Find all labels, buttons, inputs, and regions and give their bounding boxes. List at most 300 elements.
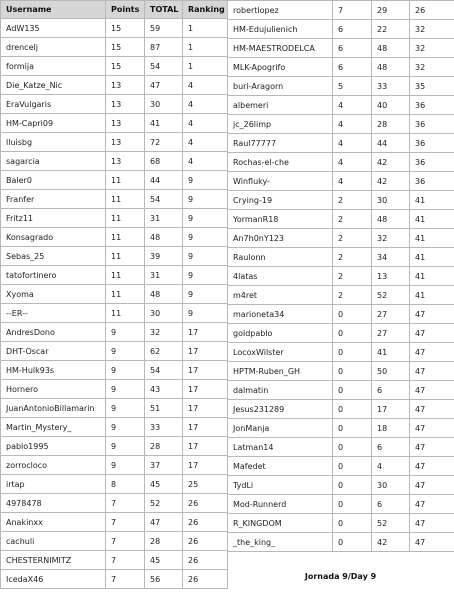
total-cell: 28 xyxy=(145,437,183,456)
total-cell: 33 xyxy=(145,418,183,437)
total-cell: 30 xyxy=(145,95,183,114)
ranking-cell: 26 xyxy=(183,513,228,532)
table-row xyxy=(228,438,454,457)
ranking-cell: 35 xyxy=(410,77,454,96)
total-cell: 41 xyxy=(145,114,183,133)
ranking-cell: 41 xyxy=(410,210,454,229)
table-row xyxy=(1,570,228,589)
table-row xyxy=(1,304,228,323)
username-cell: formija xyxy=(1,57,106,76)
total-cell: 62 xyxy=(145,342,183,361)
points-cell: 15 xyxy=(106,57,145,76)
username-cell: Rochas-el-che xyxy=(228,153,333,172)
total-cell: 52 xyxy=(372,286,410,305)
table-row xyxy=(228,324,454,343)
points-cell: 9 xyxy=(106,380,145,399)
ranking-cell: 26 xyxy=(183,532,228,551)
table-row xyxy=(228,134,454,153)
ranking-cell: 4 xyxy=(183,152,228,171)
points-cell: 6 xyxy=(333,39,372,58)
username-cell: drencelj xyxy=(1,38,106,57)
ranking-cell: 1 xyxy=(183,57,228,76)
total-cell: 45 xyxy=(145,475,183,494)
ranking-cell: 1 xyxy=(183,19,228,38)
table-row xyxy=(1,494,228,513)
total-cell: 68 xyxy=(145,152,183,171)
ranking-cell: 26 xyxy=(183,494,228,513)
standings-table-left xyxy=(0,0,228,589)
username-cell: HM-MAESTRODELCA xyxy=(228,39,333,58)
ranking-cell: 1 xyxy=(183,38,228,57)
ranking-cell: 4 xyxy=(183,133,228,152)
total-cell: 44 xyxy=(145,171,183,190)
ranking-cell: 47 xyxy=(410,400,454,419)
ranking-cell: 47 xyxy=(410,457,454,476)
table-row xyxy=(1,209,228,228)
ranking-cell: 4 xyxy=(183,114,228,133)
table-row xyxy=(1,361,228,380)
total-cell: 48 xyxy=(372,39,410,58)
total-cell: 44 xyxy=(372,134,410,153)
table-row xyxy=(1,190,228,209)
points-cell: 5 xyxy=(333,77,372,96)
username-cell: Die_Katze_Nic xyxy=(1,76,106,95)
ranking-cell: 9 xyxy=(183,190,228,209)
total-cell: 51 xyxy=(145,399,183,418)
table-row xyxy=(1,95,228,114)
total-cell: 27 xyxy=(372,324,410,343)
table-row xyxy=(228,210,454,229)
standings-table-right xyxy=(227,0,454,552)
points-cell: 2 xyxy=(333,210,372,229)
username-cell: Fritz11 xyxy=(1,209,106,228)
table-row xyxy=(228,115,454,134)
total-cell: 28 xyxy=(145,532,183,551)
total-cell: 13 xyxy=(372,267,410,286)
points-cell: 9 xyxy=(106,418,145,437)
username-cell: Hornero xyxy=(1,380,106,399)
username-cell: JonManja xyxy=(228,419,333,438)
username-cell: Xyoma xyxy=(1,285,106,304)
username-cell: Raul77777 xyxy=(228,134,333,153)
table-row xyxy=(228,20,454,39)
username-cell: Anakinxx xyxy=(1,513,106,532)
table-row xyxy=(1,228,228,247)
table-row xyxy=(1,19,228,38)
header-row xyxy=(1,1,228,19)
points-cell: 11 xyxy=(106,209,145,228)
table-row xyxy=(1,247,228,266)
total-cell: 6 xyxy=(372,495,410,514)
ranking-cell: 4 xyxy=(183,95,228,114)
points-cell: 0 xyxy=(333,381,372,400)
ranking-cell: 17 xyxy=(183,437,228,456)
points-cell: 13 xyxy=(106,152,145,171)
points-cell: 7 xyxy=(333,1,372,20)
ranking-cell: 47 xyxy=(410,514,454,533)
ranking-cell: 26 xyxy=(183,570,228,589)
total-cell: 39 xyxy=(145,247,183,266)
table-row xyxy=(228,229,454,248)
total-cell: 32 xyxy=(145,323,183,342)
table-row xyxy=(228,96,454,115)
points-cell: 4 xyxy=(333,96,372,115)
table-row xyxy=(228,400,454,419)
username-cell: AdW135 xyxy=(1,19,106,38)
username-cell: MLK-Apogrifo xyxy=(228,58,333,77)
table-row xyxy=(1,342,228,361)
ranking-cell: 41 xyxy=(410,229,454,248)
username-cell: pablo1995 xyxy=(1,437,106,456)
points-cell: 4 xyxy=(333,134,372,153)
table-row xyxy=(228,533,454,552)
table-row xyxy=(228,153,454,172)
points-cell: 4 xyxy=(333,172,372,191)
ranking-cell: 26 xyxy=(183,551,228,570)
table-row xyxy=(1,114,228,133)
table-row xyxy=(1,456,228,475)
table-row xyxy=(1,152,228,171)
matchday-caption: Jornada 9/Day 9 xyxy=(304,572,377,581)
username-cell: 4latas xyxy=(228,267,333,286)
ranking-cell: 25 xyxy=(183,475,228,494)
total-cell: 34 xyxy=(372,248,410,267)
points-cell: 2 xyxy=(333,191,372,210)
points-cell: 0 xyxy=(333,514,372,533)
ranking-cell: 47 xyxy=(410,381,454,400)
username-cell: IcedaX46 xyxy=(1,570,106,589)
header-points: Points xyxy=(106,1,145,19)
total-cell: 50 xyxy=(372,362,410,381)
table-row xyxy=(1,171,228,190)
total-cell: 33 xyxy=(372,77,410,96)
table-row xyxy=(228,1,454,20)
total-cell: 18 xyxy=(372,419,410,438)
username-cell: tatofortinero xyxy=(1,266,106,285)
ranking-cell: 47 xyxy=(410,495,454,514)
total-cell: 30 xyxy=(145,304,183,323)
ranking-cell: 47 xyxy=(410,362,454,381)
username-cell: AndresDono xyxy=(1,323,106,342)
points-cell: 0 xyxy=(333,419,372,438)
points-cell: 13 xyxy=(106,114,145,133)
total-cell: 6 xyxy=(372,438,410,457)
table-row xyxy=(1,437,228,456)
table-row xyxy=(228,381,454,400)
total-cell: 28 xyxy=(372,115,410,134)
table-row xyxy=(1,380,228,399)
total-cell: 59 xyxy=(145,19,183,38)
table-row xyxy=(228,343,454,362)
points-cell: 9 xyxy=(106,456,145,475)
username-cell: cachuli xyxy=(1,532,106,551)
points-cell: 9 xyxy=(106,323,145,342)
username-cell: Baler0 xyxy=(1,171,106,190)
ranking-cell: 9 xyxy=(183,266,228,285)
points-cell: 9 xyxy=(106,342,145,361)
total-cell: 37 xyxy=(145,456,183,475)
ranking-cell: 17 xyxy=(183,456,228,475)
total-cell: 41 xyxy=(372,343,410,362)
username-cell: irtap xyxy=(1,475,106,494)
ranking-cell: 17 xyxy=(183,418,228,437)
username-cell: EraVulgaris xyxy=(1,95,106,114)
table-row xyxy=(228,476,454,495)
username-cell: R_KINGDOM xyxy=(228,514,333,533)
table-row xyxy=(1,418,228,437)
total-cell: 31 xyxy=(145,209,183,228)
username-cell: HPTM-Ruben_GH xyxy=(228,362,333,381)
table-row xyxy=(1,57,228,76)
points-cell: 11 xyxy=(106,228,145,247)
username-cell: m4ret xyxy=(228,286,333,305)
ranking-cell: 47 xyxy=(410,533,454,552)
ranking-cell: 41 xyxy=(410,191,454,210)
total-cell: 48 xyxy=(372,210,410,229)
username-cell: _the_king_ xyxy=(228,533,333,552)
username-cell: CHESTERNIMITZ xyxy=(1,551,106,570)
points-cell: 0 xyxy=(333,362,372,381)
header-total: TOTAL xyxy=(145,1,183,19)
username-cell: Franfer xyxy=(1,190,106,209)
total-cell: 6 xyxy=(372,381,410,400)
table-row xyxy=(228,39,454,58)
table-row xyxy=(1,76,228,95)
header-ranking: Ranking xyxy=(183,1,228,19)
table-row xyxy=(228,191,454,210)
total-cell: 42 xyxy=(372,172,410,191)
points-cell: 0 xyxy=(333,457,372,476)
ranking-cell: 32 xyxy=(410,39,454,58)
points-cell: 7 xyxy=(106,570,145,589)
points-cell: 7 xyxy=(106,494,145,513)
username-cell: HM-Edujulienich xyxy=(228,20,333,39)
table-row xyxy=(228,77,454,96)
points-cell: 13 xyxy=(106,76,145,95)
ranking-cell: 47 xyxy=(410,476,454,495)
table-row xyxy=(228,305,454,324)
table-row xyxy=(228,495,454,514)
username-cell: TydLi xyxy=(228,476,333,495)
total-cell: 30 xyxy=(372,476,410,495)
table-row xyxy=(228,172,454,191)
username-cell: zorrocloco xyxy=(1,456,106,475)
table-row xyxy=(228,248,454,267)
points-cell: 11 xyxy=(106,304,145,323)
total-cell: 30 xyxy=(372,191,410,210)
ranking-cell: 47 xyxy=(410,305,454,324)
ranking-cell: 36 xyxy=(410,172,454,191)
points-cell: 7 xyxy=(106,551,145,570)
ranking-cell: 36 xyxy=(410,96,454,115)
username-cell: LocoxWilster xyxy=(228,343,333,362)
total-cell: 42 xyxy=(372,153,410,172)
ranking-cell: 9 xyxy=(183,304,228,323)
username-cell: Sebas_25 xyxy=(1,247,106,266)
table-row xyxy=(1,133,228,152)
total-cell: 31 xyxy=(145,266,183,285)
total-cell: 54 xyxy=(145,57,183,76)
ranking-cell: 47 xyxy=(410,324,454,343)
total-cell: 27 xyxy=(372,305,410,324)
ranking-cell: 47 xyxy=(410,343,454,362)
username-cell: Jesus231289 xyxy=(228,400,333,419)
table-row xyxy=(228,286,454,305)
ranking-cell: 9 xyxy=(183,209,228,228)
points-cell: 0 xyxy=(333,533,372,552)
points-cell: 4 xyxy=(333,153,372,172)
total-cell: 47 xyxy=(145,76,183,95)
username-cell: dalmatin xyxy=(228,381,333,400)
username-cell: sagarcia xyxy=(1,152,106,171)
points-cell: 0 xyxy=(333,324,372,343)
username-cell: buri-Aragorn xyxy=(228,77,333,96)
total-cell: 43 xyxy=(145,380,183,399)
points-cell: 15 xyxy=(106,19,145,38)
ranking-cell: 41 xyxy=(410,267,454,286)
ranking-cell: 17 xyxy=(183,361,228,380)
total-cell: 52 xyxy=(145,494,183,513)
points-cell: 0 xyxy=(333,438,372,457)
table-row xyxy=(228,514,454,533)
points-cell: 7 xyxy=(106,532,145,551)
username-cell: YormanR18 xyxy=(228,210,333,229)
ranking-cell: 36 xyxy=(410,134,454,153)
table-row xyxy=(228,362,454,381)
ranking-cell: 17 xyxy=(183,323,228,342)
points-cell: 7 xyxy=(106,513,145,532)
ranking-cell: 4 xyxy=(183,76,228,95)
points-cell: 2 xyxy=(333,248,372,267)
points-cell: 9 xyxy=(106,361,145,380)
points-cell: 4 xyxy=(333,115,372,134)
username-cell: albemeri xyxy=(228,96,333,115)
ranking-cell: 32 xyxy=(410,20,454,39)
total-cell: 29 xyxy=(372,1,410,20)
username-cell: robertlopez xyxy=(228,1,333,20)
ranking-cell: 26 xyxy=(410,1,454,20)
total-cell: 42 xyxy=(372,533,410,552)
points-cell: 11 xyxy=(106,266,145,285)
ranking-cell: 32 xyxy=(410,58,454,77)
points-cell: 0 xyxy=(333,476,372,495)
table-row xyxy=(228,419,454,438)
username-cell: 4978478 xyxy=(1,494,106,513)
username-cell: lluisbg xyxy=(1,133,106,152)
points-cell: 0 xyxy=(333,305,372,324)
total-cell: 22 xyxy=(372,20,410,39)
username-cell: Mod-Runnerd xyxy=(228,495,333,514)
table-row xyxy=(1,323,228,342)
table-row xyxy=(228,457,454,476)
table-row xyxy=(1,285,228,304)
points-cell: 8 xyxy=(106,475,145,494)
ranking-cell: 17 xyxy=(183,380,228,399)
ranking-cell: 9 xyxy=(183,285,228,304)
username-cell: Mafedet xyxy=(228,457,333,476)
total-cell: 56 xyxy=(145,570,183,589)
username-cell: HM-Capri09 xyxy=(1,114,106,133)
points-cell: 11 xyxy=(106,247,145,266)
username-cell: An7h0nY123 xyxy=(228,229,333,248)
table-row xyxy=(228,58,454,77)
total-cell: 48 xyxy=(145,285,183,304)
total-cell: 54 xyxy=(145,361,183,380)
table-row xyxy=(1,475,228,494)
points-cell: 13 xyxy=(106,95,145,114)
username-cell: Latman14 xyxy=(228,438,333,457)
ranking-cell: 9 xyxy=(183,247,228,266)
table-row xyxy=(228,267,454,286)
table-row xyxy=(1,532,228,551)
ranking-cell: 9 xyxy=(183,171,228,190)
ranking-cell: 9 xyxy=(183,228,228,247)
table-row xyxy=(1,266,228,285)
table-row xyxy=(1,551,228,570)
points-cell: 15 xyxy=(106,38,145,57)
points-cell: 6 xyxy=(333,20,372,39)
ranking-cell: 41 xyxy=(410,248,454,267)
username-cell: JuanAntonioBillamarin xyxy=(1,399,106,418)
total-cell: 17 xyxy=(372,400,410,419)
total-cell: 52 xyxy=(372,514,410,533)
points-cell: 11 xyxy=(106,171,145,190)
username-cell: Konsagrado xyxy=(1,228,106,247)
points-cell: 9 xyxy=(106,399,145,418)
points-cell: 9 xyxy=(106,437,145,456)
table-row xyxy=(1,513,228,532)
ranking-cell: 17 xyxy=(183,399,228,418)
points-cell: 2 xyxy=(333,267,372,286)
username-cell: jc_26limp xyxy=(228,115,333,134)
username-cell: marioneta34 xyxy=(228,305,333,324)
ranking-cell: 47 xyxy=(410,438,454,457)
username-cell: DHT-Oscar xyxy=(1,342,106,361)
total-cell: 48 xyxy=(372,58,410,77)
total-cell: 47 xyxy=(145,513,183,532)
points-cell: 0 xyxy=(333,400,372,419)
table-row xyxy=(1,38,228,57)
points-cell: 0 xyxy=(333,343,372,362)
total-cell: 45 xyxy=(145,551,183,570)
points-cell: 11 xyxy=(106,285,145,304)
total-cell: 32 xyxy=(372,229,410,248)
points-cell: 13 xyxy=(106,133,145,152)
total-cell: 4 xyxy=(372,457,410,476)
ranking-cell: 36 xyxy=(410,115,454,134)
username-cell: goldpablo xyxy=(228,324,333,343)
ranking-cell: 41 xyxy=(410,286,454,305)
total-cell: 48 xyxy=(145,228,183,247)
table-row xyxy=(1,399,228,418)
total-cell: 40 xyxy=(372,96,410,115)
points-cell: 6 xyxy=(333,58,372,77)
points-cell: 2 xyxy=(333,229,372,248)
ranking-cell: 36 xyxy=(410,153,454,172)
username-cell: HM-Hulk93s xyxy=(1,361,106,380)
points-cell: 11 xyxy=(106,190,145,209)
total-cell: 54 xyxy=(145,190,183,209)
username-cell: --ER-- xyxy=(1,304,106,323)
username-cell: Martin_Mystery_ xyxy=(1,418,106,437)
header-username: Username xyxy=(1,1,106,19)
ranking-cell: 47 xyxy=(410,419,454,438)
username-cell: Raulonn xyxy=(228,248,333,267)
total-cell: 87 xyxy=(145,38,183,57)
points-cell: 0 xyxy=(333,495,372,514)
points-cell: 2 xyxy=(333,286,372,305)
total-cell: 72 xyxy=(145,133,183,152)
